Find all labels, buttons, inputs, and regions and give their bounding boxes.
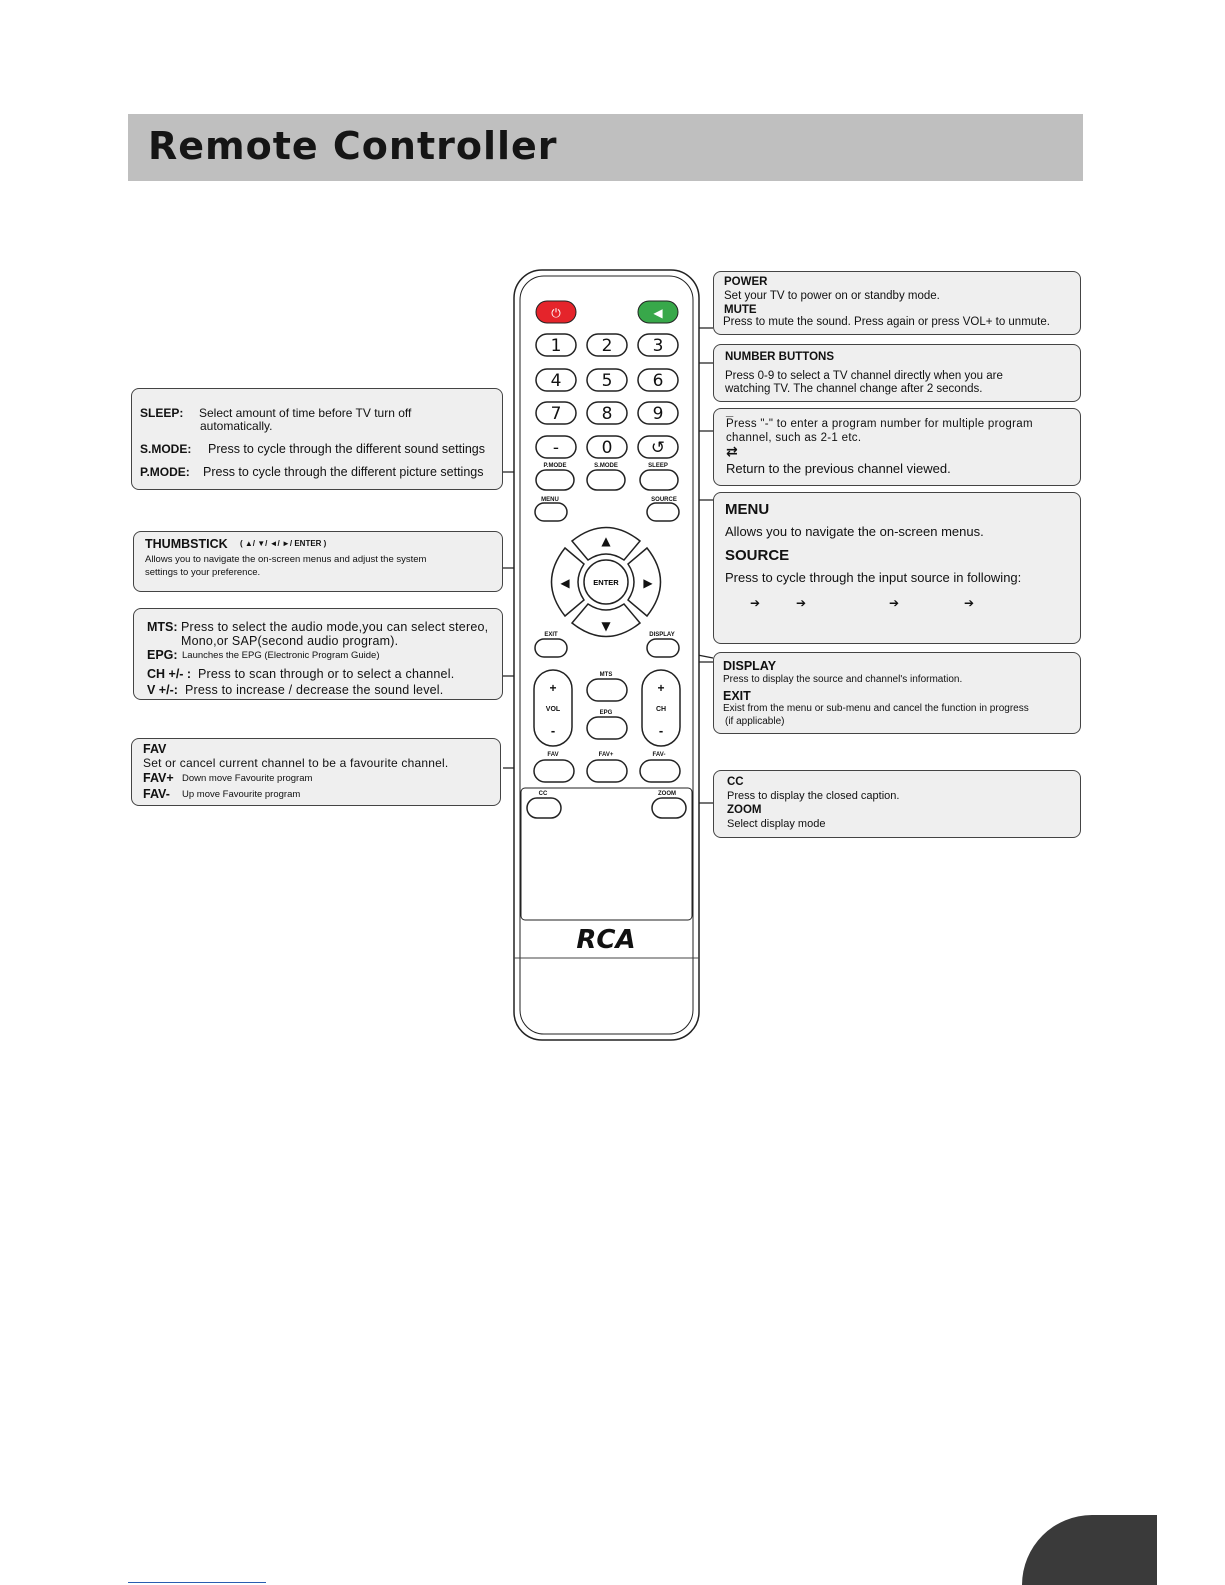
favplus-button[interactable] — [587, 760, 627, 782]
ch-title: CH +/- : — [147, 667, 192, 681]
ch-text: Press to scan through or to select a channel. — [198, 667, 455, 681]
callout-cc-zoom — [713, 770, 1081, 838]
favminus-title: FAV- — [143, 787, 170, 801]
callout-menu-source — [713, 492, 1081, 644]
source-label: SOURCE — [651, 497, 677, 503]
cc-button[interactable] — [527, 798, 561, 818]
arrow-icon: ➔ — [796, 596, 807, 610]
exit-label: EXIT — [544, 632, 558, 638]
dash-line2: channel, such as 2-1 etc. — [726, 432, 862, 444]
favminus-text: Up move Favourite program — [182, 789, 301, 800]
down-arrow-icon: ▼ — [601, 619, 611, 633]
thumb-line1: Allows you to navigate the on-screen menus and adjust the system — [145, 554, 427, 565]
v-text: Press to increase / decrease the sound level. — [185, 683, 444, 697]
mute-text: Press to mute the sound. Press again or press VOL+ to unmute. — [723, 316, 1050, 328]
callout-number-buttons — [713, 344, 1081, 402]
smode-button[interactable] — [587, 470, 625, 490]
number-key-label: 2 — [601, 336, 613, 356]
power-text: Set your TV to power on or standby mode. — [724, 290, 940, 302]
fav-text: Set or cancel current channel to be a favourite channel. — [143, 756, 449, 770]
number-key-label: 0 — [601, 438, 613, 458]
arrow-icon: ➔ — [750, 596, 761, 610]
callout-display-exit — [713, 652, 1081, 734]
favminus-button[interactable] — [640, 760, 680, 782]
menu-text: Allows you to navigate the on-screen menus. — [725, 524, 984, 539]
left-arrow-icon: ◀ — [560, 576, 570, 590]
ch-minus: - — [658, 723, 664, 738]
sleep-line2: automatically. — [200, 419, 273, 433]
numbers-line1: Press 0-9 to select a TV channel directly when you are — [725, 370, 1003, 382]
cc-title: CC — [727, 776, 744, 788]
dash-symbol: _ — [726, 403, 734, 418]
callout-sleep-modes — [131, 388, 503, 490]
display-label: DISPLAY — [649, 632, 675, 638]
pmode-button[interactable] — [536, 470, 574, 490]
smode-label: S.MODE — [594, 463, 618, 469]
power-icon: ⏻ — [551, 306, 561, 320]
exit-line2: (if applicable) — [725, 716, 785, 727]
sleep-button[interactable] — [640, 470, 678, 490]
source-title: SOURCE — [725, 547, 790, 564]
menu-button[interactable] — [535, 503, 567, 521]
callout-mts-epg-ch-vol — [133, 608, 503, 700]
up-arrow-icon: ▲ — [601, 534, 611, 548]
mute-icon: ◀ — [653, 306, 663, 320]
pmode-label: P.MODE — [543, 463, 567, 469]
favplus-label: FAV+ — [598, 752, 614, 758]
exit-line1: Exist from the menu or sub-menu and cancel the function in progress — [723, 703, 1029, 714]
footer-line — [128, 1582, 266, 1583]
fav-button[interactable] — [534, 760, 574, 782]
epg-button[interactable] — [587, 717, 627, 739]
number-key-label: - — [552, 438, 560, 458]
number-key-label: 9 — [652, 404, 664, 424]
return-text: Return to the previous channel viewed. — [726, 461, 951, 476]
rca-logo: RCA — [576, 925, 636, 955]
source-button[interactable] — [647, 503, 679, 521]
callout-dash-return — [713, 403, 1081, 486]
epg-title: EPG: — [147, 648, 178, 662]
number-key-label: 3 — [652, 336, 664, 356]
enter-label: ENTER — [593, 578, 619, 587]
arrow-icon: ➔ — [889, 596, 900, 610]
numbers-title: NUMBER BUTTONS — [725, 351, 835, 363]
thumb-suffix: ( ▲/ ▼/ ◄/ ►/ ENTER ) — [240, 539, 327, 548]
ch-label: CH — [655, 706, 667, 713]
zoom-label: ZOOM — [658, 791, 676, 797]
mts-line2: Mono,or SAP(second audio program). — [181, 634, 399, 648]
vol-plus: + — [549, 681, 557, 695]
thumb-title: THUMBSTICK — [145, 537, 228, 551]
menu-title: MENU — [725, 501, 770, 518]
mts-button[interactable] — [587, 679, 627, 701]
display-title: DISPLAY — [723, 659, 777, 673]
vol-minus: - — [550, 723, 556, 738]
fav-title: FAV — [143, 742, 167, 756]
number-key-label: 6 — [652, 371, 664, 391]
number-key-label: ↺ — [650, 438, 666, 458]
zoom-text: Select display mode — [727, 818, 826, 830]
smode-title: S.MODE: — [140, 442, 192, 456]
v-title: V +/-: — [147, 683, 178, 697]
cc-label: CC — [538, 791, 548, 797]
number-key-label: 7 — [550, 404, 562, 424]
zoom-title: ZOOM — [727, 804, 762, 816]
mts-title: MTS: — [147, 620, 178, 634]
source-text: Press to cycle through the input source in following: — [725, 570, 1022, 585]
mts-line1: Press to select the audio mode,you can select stereo, — [181, 620, 489, 634]
smode-text: Press to cycle through the different sound settings — [208, 442, 486, 456]
mute-title: MUTE — [724, 304, 757, 316]
sleep-title: SLEEP: — [140, 406, 184, 420]
right-arrow-icon: ▶ — [643, 576, 653, 590]
sleep-line1: Select amount of time before TV turn off — [199, 406, 412, 420]
exit-button[interactable] — [535, 639, 567, 657]
mts-label: MTS — [599, 672, 613, 678]
number-key-label: 8 — [601, 404, 613, 424]
favplus-text: Down move Favourite program — [182, 773, 313, 784]
zoom-button[interactable] — [652, 798, 686, 818]
ch-plus: + — [657, 681, 665, 695]
favplus-title: FAV+ — [143, 771, 174, 785]
display-text: Press to display the source and channel's information. — [723, 674, 963, 685]
page-title: Remote Controller — [148, 124, 558, 168]
cc-text: Press to display the closed caption. — [727, 790, 900, 802]
arrow-icon: ➔ — [964, 596, 975, 610]
number-key-label: 4 — [550, 371, 562, 391]
menu-label: MENU — [541, 497, 559, 503]
return-icon: ⇄ — [726, 444, 738, 460]
fav-label: FAV — [547, 752, 559, 758]
callout-fav — [131, 738, 501, 806]
dash-line1: Press "-" to enter a program number for multiple program — [726, 418, 1033, 430]
callout-power — [713, 271, 1081, 335]
exit-title: EXIT — [723, 689, 751, 703]
callout-thumbstick — [133, 531, 503, 592]
pmode-title: P.MODE: — [140, 465, 190, 479]
power-title: POWER — [724, 276, 768, 288]
epg-label: EPG — [599, 710, 613, 716]
numbers-line2: watching TV. The channel change after 2 seconds. — [725, 383, 983, 395]
favminus-label: FAV- — [652, 752, 666, 758]
sleep-label: SLEEP — [648, 463, 668, 469]
display-button[interactable] — [647, 639, 679, 657]
pmode-text: Press to cycle through the different picture settings — [203, 465, 484, 479]
number-key-label: 5 — [601, 371, 613, 391]
epg-text: Launches the EPG (Electronic Program Guide) — [182, 650, 380, 661]
number-key-label: 1 — [550, 336, 562, 356]
thumb-line2: settings to your preference. — [145, 567, 261, 578]
vol-label: VOL — [545, 706, 561, 713]
